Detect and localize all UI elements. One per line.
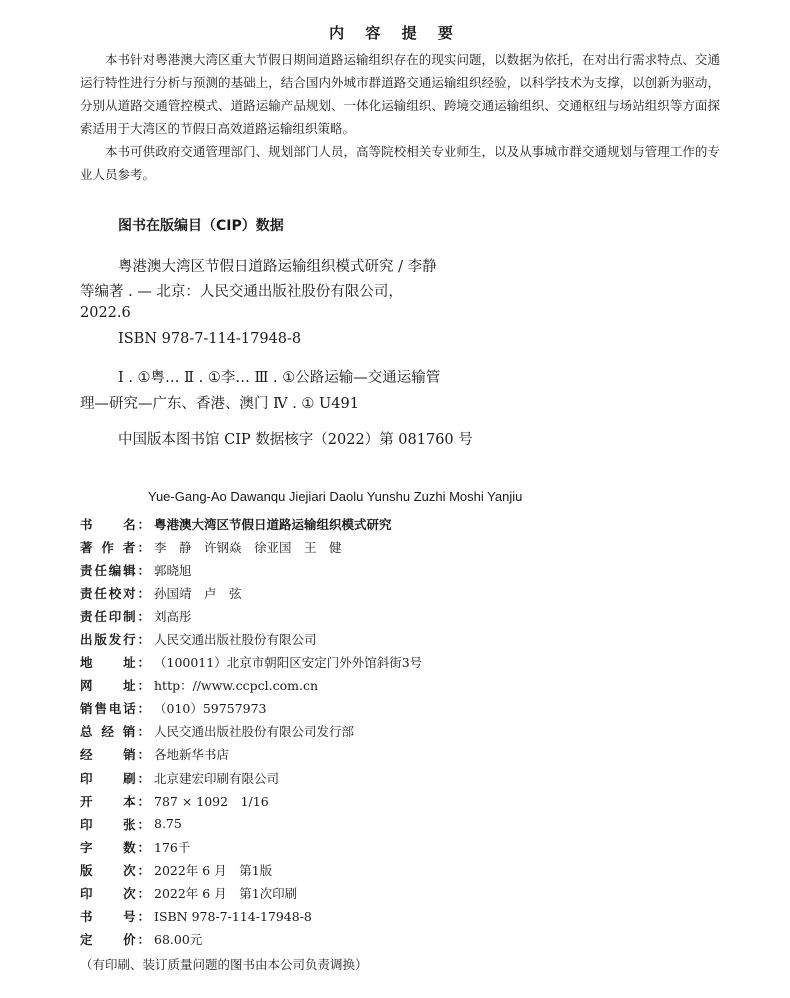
imprint-label: 定 价： bbox=[80, 932, 150, 948]
imprint-value: 刘高彤 bbox=[154, 608, 192, 624]
imprint-row bbox=[80, 905, 740, 928]
imprint-row bbox=[80, 720, 740, 743]
summary-text bbox=[80, 48, 720, 186]
imprint-row bbox=[80, 789, 740, 812]
pinyin-title: Yue-Gang-Ao Dawanqu Jiejiari Daolu Yunshu Zuzhi Moshi Yanjiu bbox=[148, 489, 523, 504]
cip-entry-line: 2022.6 bbox=[80, 305, 131, 321]
imprint-row bbox=[80, 882, 740, 905]
imprint-label: 责任校对： bbox=[80, 585, 150, 601]
imprint-label: 责任编辑： bbox=[80, 562, 150, 578]
imprint-value: 郭晓旭 bbox=[154, 562, 192, 578]
imprint-label: 经 销： bbox=[80, 747, 150, 763]
imprint-label: 书 名： bbox=[80, 516, 150, 532]
imprint-row bbox=[80, 928, 740, 951]
imprint-value: 176千 bbox=[154, 839, 191, 855]
cip-entry-line: 等编著 . — 北京：人民交通出版社股份有限公司， bbox=[80, 284, 403, 300]
imprint-value: 68.00元 bbox=[154, 932, 203, 948]
imprint-label: 著 作 者： bbox=[80, 539, 150, 555]
imprint-row bbox=[80, 812, 740, 835]
imprint-row bbox=[80, 604, 740, 627]
imprint-label: 责任印制： bbox=[80, 608, 150, 624]
imprint-row bbox=[80, 535, 740, 558]
cip-subject-line: Ⅰ . ①粤… Ⅱ . ①李… Ⅲ . ①公路运输—交通运输管 bbox=[118, 370, 441, 386]
imprint-value: （100011）北京市朝阳区安定门外外馆斜街3号 bbox=[154, 655, 423, 671]
cip-entry-line: 粤港澳大湾区节假日道路运输组织模式研究 / 李静 bbox=[118, 259, 437, 275]
imprint-value: （010）59757973 bbox=[154, 701, 267, 717]
imprint-row bbox=[80, 627, 740, 650]
imprint-row bbox=[80, 674, 740, 697]
imprint-row bbox=[80, 697, 740, 720]
imprint-value: ISBN 978-7-114-17948-8 bbox=[154, 908, 312, 924]
summary-title: 内 容 提 要 bbox=[329, 24, 461, 42]
imprint-value: 人民交通出版社股份有限公司 bbox=[154, 632, 317, 648]
imprint-value: 8.75 bbox=[154, 816, 182, 832]
imprint-value: 粤港澳大湾区节假日道路运输组织模式研究 bbox=[154, 516, 392, 532]
imprint-row bbox=[80, 835, 740, 858]
imprint-value: 人民交通出版社股份有限公司发行部 bbox=[154, 724, 355, 740]
imprint-value: 787 × 1092 1/16 bbox=[154, 793, 269, 809]
cip-heading: 图书在版编目（CIP）数据 bbox=[118, 218, 284, 234]
imprint-value: 北京建宏印刷有限公司 bbox=[154, 770, 280, 786]
imprint-label: 印 刷： bbox=[80, 770, 150, 786]
imprint-label: 书 号： bbox=[80, 909, 150, 925]
imprint-value: 李 静 许钢焱 徐亚国 王 健 bbox=[154, 539, 342, 555]
imprint-value: 2022年 6 月 第1次印刷 bbox=[154, 886, 298, 902]
imprint-value: 各地新华书店 bbox=[154, 747, 230, 763]
quality-note: （有印刷、装订质量问题的图书由本公司负责调换） bbox=[80, 957, 368, 972]
imprint-row bbox=[80, 581, 740, 604]
imprint-label: 印 张： bbox=[80, 816, 150, 832]
imprint-row bbox=[80, 512, 740, 535]
imprint-row bbox=[80, 766, 740, 789]
imprint-row bbox=[80, 558, 740, 581]
imprint-label: 销售电话： bbox=[80, 701, 150, 717]
imprint-label: 版 次： bbox=[80, 862, 150, 878]
summary-paragraph: 本书可供政府交通管理部门、规划部门人员，高等院校相关专业师生，以及从事城市群交通规划与管理工作的专业人员参考。 bbox=[80, 144, 720, 182]
imprint-label: 出版发行： bbox=[80, 632, 150, 648]
imprint-value: 2022年 6 月 第1版 bbox=[154, 862, 273, 878]
imprint-table bbox=[80, 512, 740, 951]
imprint-label: 字 数： bbox=[80, 839, 150, 855]
imprint-row bbox=[80, 651, 740, 674]
imprint-label: 地 址： bbox=[80, 655, 150, 671]
imprint-label: 印 次： bbox=[80, 886, 150, 902]
summary-paragraph: 本书针对粤港澳大湾区重大节假日期间道路运输组织存在的现实问题，以数据为依托，在对出行需求特点、交通运行特性进行分析与预测的基础上，结合国内外城市群道路交通运输组织经验，以科学技术为支撑，以创新为驱动，分别从道路交通管控模式、道路运输产品规划、一体化运输组织、跨境交通运输组织、交通枢纽与场站组织等方面探索适用于大湾区的节假日高效道路运输组织策略。 bbox=[80, 52, 720, 136]
imprint-value: 孙国靖 卢 弦 bbox=[154, 585, 242, 601]
cip-isbn: ISBN 978-7-114-17948-8 bbox=[118, 331, 302, 347]
imprint-label: 开 本： bbox=[80, 793, 150, 809]
cip-record: 中国版本图书馆 CIP 数据核字（2022）第 081760 号 bbox=[118, 432, 473, 448]
imprint-row bbox=[80, 858, 740, 881]
imprint-row bbox=[80, 743, 740, 766]
imprint-value: http：//www.ccpcl.com.cn bbox=[154, 678, 318, 694]
imprint-label: 总 经 销： bbox=[80, 724, 150, 740]
cip-subject-line: 理—研究—广东、香港、澳门 Ⅳ . ① U491 bbox=[80, 396, 359, 412]
imprint-label: 网 址： bbox=[80, 678, 150, 694]
